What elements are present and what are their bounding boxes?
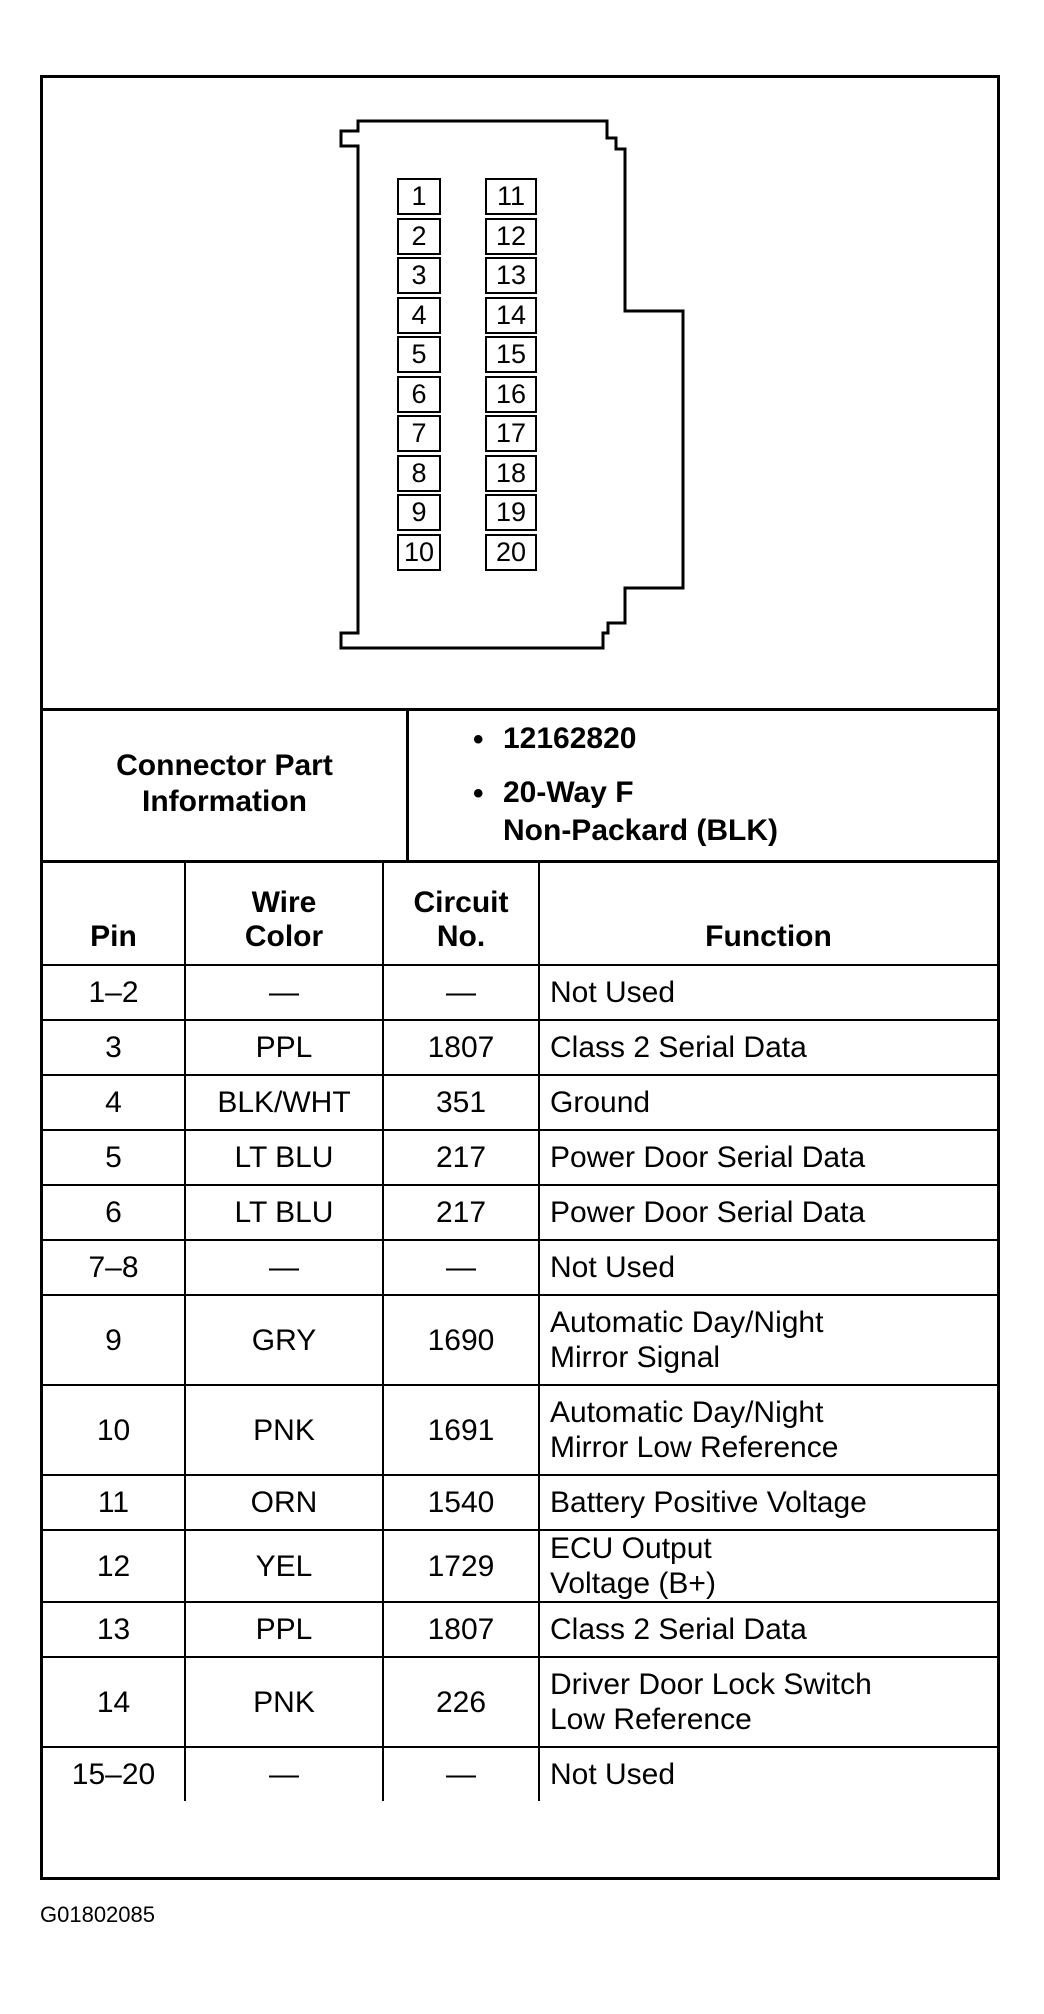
cell-circuit-no: 1807 <box>383 1020 539 1075</box>
table-row <box>43 1602 997 1657</box>
cell-function: Battery Positive Voltage <box>539 1475 997 1530</box>
cell-function: Not Used <box>539 1747 997 1801</box>
cell-pin: 15–20 <box>43 1747 185 1801</box>
cell-function: Class 2 Serial Data <box>539 1602 997 1657</box>
pin-cavity: 5 <box>397 336 441 373</box>
cell-circuit-no: 1729 <box>383 1530 539 1602</box>
cell-circuit-no: 1807 <box>383 1602 539 1657</box>
pin-cavity: 7 <box>397 415 441 452</box>
figure-id: G01802085 <box>40 1902 155 1927</box>
cell-function: Driver Door Lock Switch Low Reference <box>539 1657 997 1747</box>
cell-pin: 13 <box>43 1602 185 1657</box>
pin-cavity: 3 <box>397 257 441 294</box>
pin-cavity: 18 <box>485 455 537 492</box>
cell-wire-color: — <box>185 1747 383 1801</box>
pin-cavity: 14 <box>485 297 537 334</box>
table-row <box>43 1240 997 1295</box>
table-row <box>43 1475 997 1530</box>
connector-part-information <box>43 708 997 863</box>
cell-wire-color: LT BLU <box>185 1185 383 1240</box>
cell-circuit-no: 351 <box>383 1075 539 1130</box>
cell-pin: 1–2 <box>43 965 185 1020</box>
connector-part-info-list <box>409 708 997 860</box>
cell-pin: 6 <box>43 1185 185 1240</box>
cell-function: Power Door Serial Data <box>539 1130 997 1185</box>
cell-pin: 3 <box>43 1020 185 1075</box>
cell-function: ECU Output Voltage (B+) <box>539 1530 997 1602</box>
pin-cavity: 2 <box>397 218 441 255</box>
header-function: Function <box>539 860 997 965</box>
pin-cavity: 4 <box>397 297 441 334</box>
table-header-row <box>43 860 997 965</box>
pin-cavity: 19 <box>485 494 537 531</box>
cell-pin: 10 <box>43 1385 185 1475</box>
pin-cavity: 1 <box>397 178 441 215</box>
cell-pin: 5 <box>43 1130 185 1185</box>
pin-cavity: 20 <box>485 534 537 571</box>
cell-circuit-no: 217 <box>383 1130 539 1185</box>
bullet-icon: • <box>473 777 484 810</box>
part-number: 12162820 <box>503 722 637 755</box>
pin-cavity: 9 <box>397 494 441 531</box>
cell-pin: 7–8 <box>43 1240 185 1295</box>
cell-function: Automatic Day/Night Mirror Low Reference <box>539 1385 997 1475</box>
pin-cavity: 8 <box>397 455 441 492</box>
cell-circuit-no: 226 <box>383 1657 539 1747</box>
cell-wire-color: GRY <box>185 1295 383 1385</box>
bullet-icon: • <box>473 723 484 756</box>
cell-function: Power Door Serial Data <box>539 1185 997 1240</box>
table-row <box>43 1295 997 1385</box>
cell-wire-color: PPL <box>185 1602 383 1657</box>
pinout-table <box>43 860 997 1801</box>
pin-cavity: 15 <box>485 336 537 373</box>
cell-function: Class 2 Serial Data <box>539 1020 997 1075</box>
cell-pin: 14 <box>43 1657 185 1747</box>
table-row <box>43 1530 997 1602</box>
cell-wire-color: YEL <box>185 1530 383 1602</box>
table-row <box>43 965 997 1020</box>
cell-wire-color: LT BLU <box>185 1130 383 1185</box>
cell-circuit-no: 1690 <box>383 1295 539 1385</box>
cell-pin: 12 <box>43 1530 185 1602</box>
pin-cavity: 6 <box>397 376 441 413</box>
header-pin: Pin <box>43 860 185 965</box>
cell-wire-color: BLK/WHT <box>185 1075 383 1130</box>
cell-function: Ground <box>539 1075 997 1130</box>
cell-circuit-no: 1540 <box>383 1475 539 1530</box>
connector-face-diagram <box>43 78 997 711</box>
pin-cavity: 12 <box>485 218 537 255</box>
connector-part-info-label: Connector Part Information <box>43 708 409 860</box>
cell-wire-color: ORN <box>185 1475 383 1530</box>
cell-wire-color: — <box>185 965 383 1020</box>
cell-wire-color: — <box>185 1240 383 1295</box>
table-row <box>43 1020 997 1075</box>
cell-wire-color: PPL <box>185 1020 383 1075</box>
cell-circuit-no: 1691 <box>383 1385 539 1475</box>
table-row <box>43 1075 997 1130</box>
pin-cavity: 10 <box>397 534 441 571</box>
table-row <box>43 1385 997 1475</box>
cell-circuit-no: — <box>383 1240 539 1295</box>
table-row <box>43 1185 997 1240</box>
pin-cavity: 13 <box>485 257 537 294</box>
cell-circuit-no: — <box>383 1747 539 1801</box>
cell-pin: 4 <box>43 1075 185 1130</box>
pinout-rows <box>43 965 997 1801</box>
pin-cavity: 17 <box>485 415 537 452</box>
table-row <box>43 1130 997 1185</box>
cell-circuit-no: — <box>383 965 539 1020</box>
table-row <box>43 1657 997 1747</box>
connector-sheet <box>40 75 1000 1880</box>
cell-function: Automatic Day/Night Mirror Signal <box>539 1295 997 1385</box>
header-circuit-no: Circuit No. <box>383 860 539 965</box>
cell-pin: 11 <box>43 1475 185 1530</box>
cell-wire-color: PNK <box>185 1657 383 1747</box>
table-row <box>43 1747 997 1801</box>
cell-circuit-no: 217 <box>383 1185 539 1240</box>
pin-cavity: 11 <box>485 178 537 215</box>
cell-wire-color: PNK <box>185 1385 383 1475</box>
connector-type: 20-Way F Non-Packard (BLK) <box>503 776 779 847</box>
cell-pin: 9 <box>43 1295 185 1385</box>
cell-function: Not Used <box>539 1240 997 1295</box>
pin-cavity: 16 <box>485 376 537 413</box>
header-wire-color: Wire Color <box>185 860 383 965</box>
cell-function: Not Used <box>539 965 997 1020</box>
